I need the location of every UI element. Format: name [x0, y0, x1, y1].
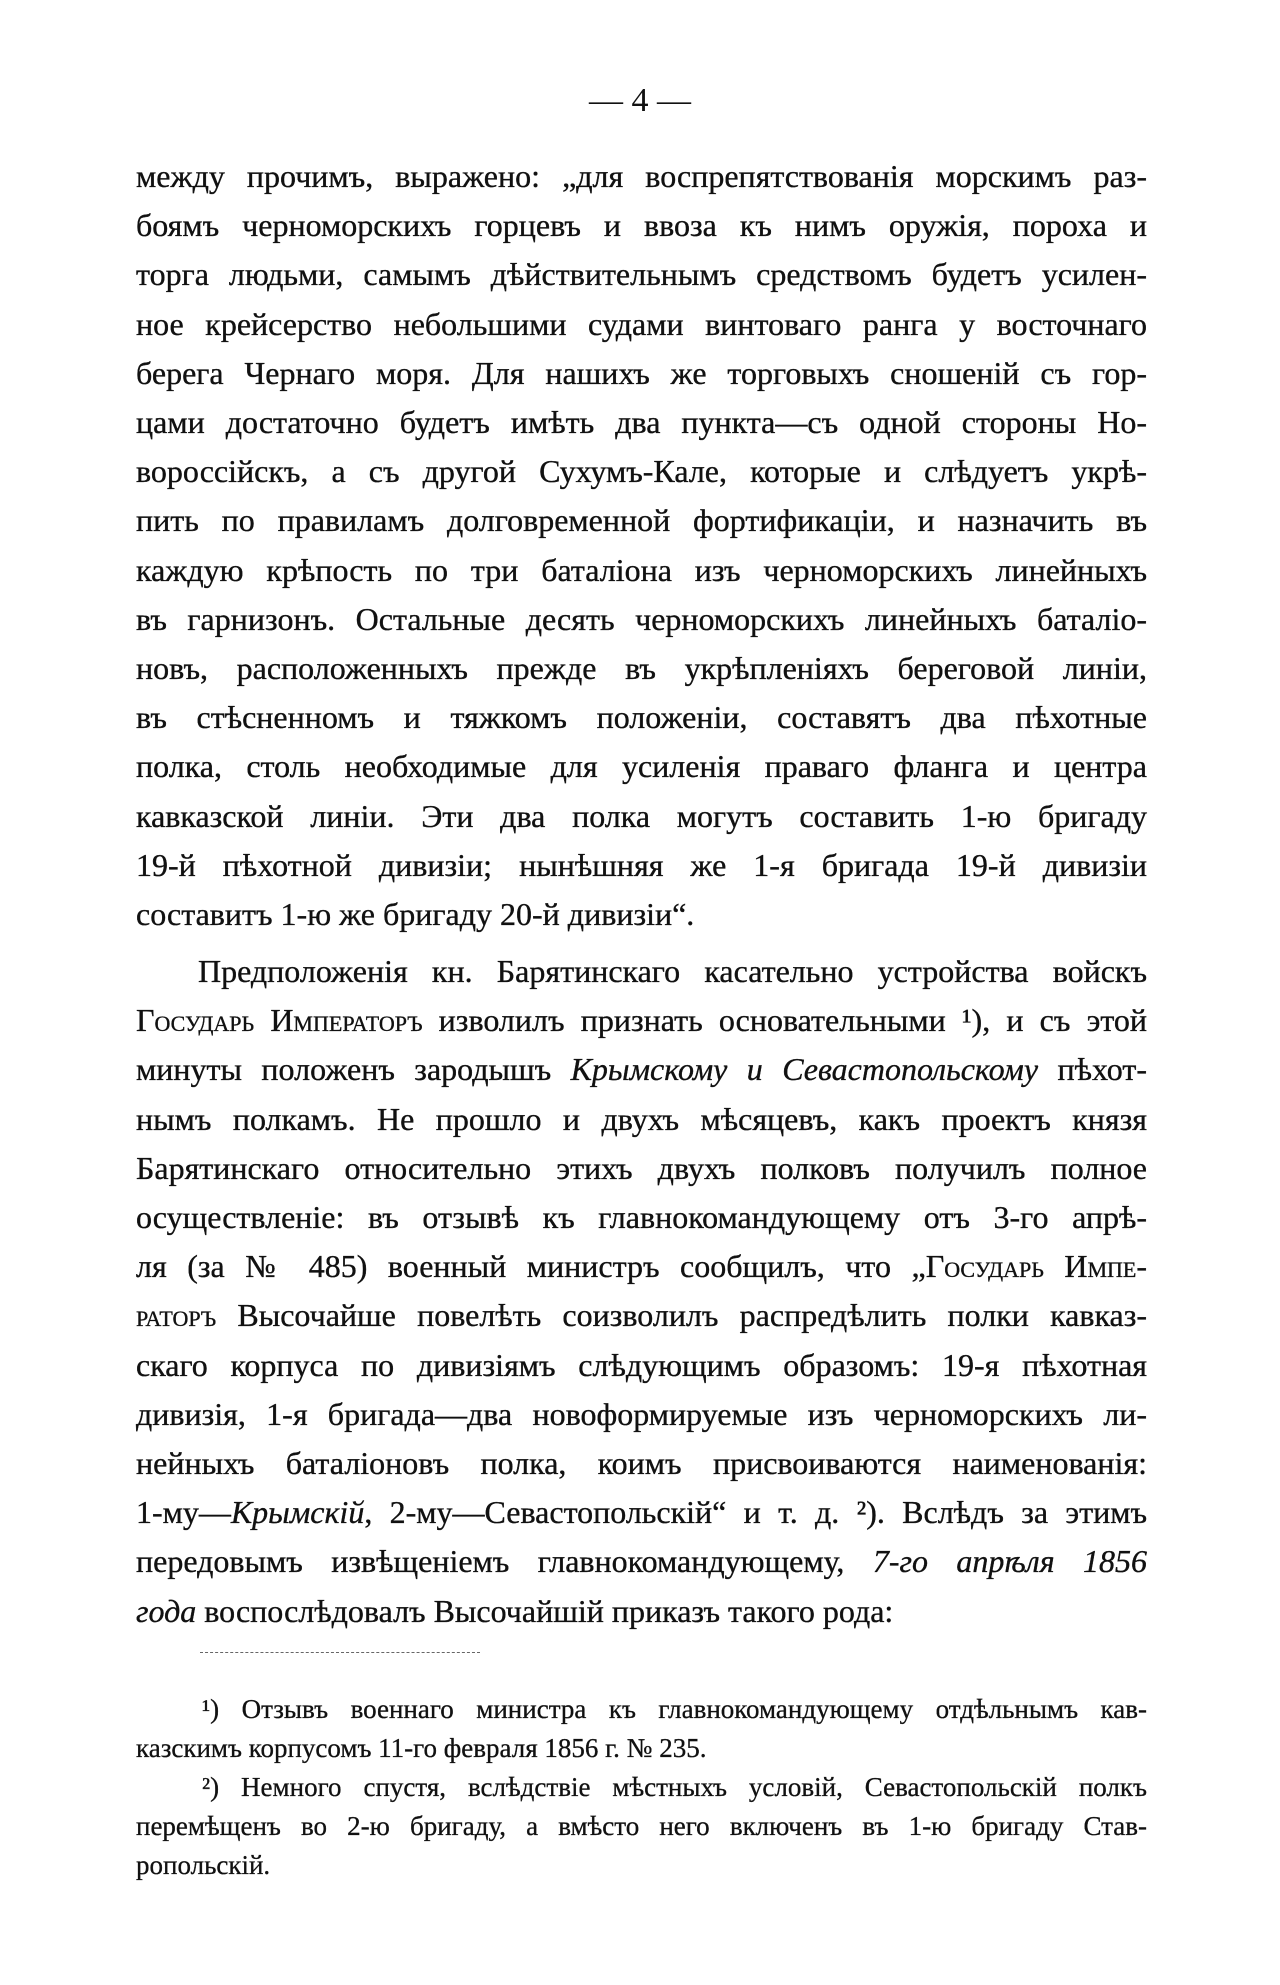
text-line	[136, 398, 1147, 447]
text-run: ²) Немного спустя, вслѣдствіе мѣстныхъ условій, Севастопольскій полкъ	[202, 1772, 1147, 1802]
text-run: ропольскій.	[136, 1850, 271, 1880]
text-run: перемѣщенъ во 2-ю бригаду, а вмѣсто него включенъ въ 1-ю бригаду Став-	[136, 1811, 1147, 1841]
text-line	[136, 996, 1147, 1045]
text-run: нымъ полкамъ. Не прошло и двухъ мѣсяцевъ, какъ проектъ князя	[136, 1100, 1147, 1137]
text-line	[136, 1193, 1147, 1242]
page-number: — 4 —	[589, 82, 691, 119]
footnotes	[136, 1690, 1147, 1885]
text-run: ля (за № 485) военный министръ сообщилъ, что „	[136, 1248, 926, 1285]
text-line	[136, 1768, 1147, 1807]
text-run: берега Чернаго моря. Для нашихъ же торговыхъ сношеній съ гор-	[136, 354, 1147, 391]
text-run: пить по правиламъ долговременной фортификаціи, и назначить въ	[136, 502, 1147, 539]
text-run: въ гарнизонъ. Остальные десять черноморскихъ линейныхъ баталіо-	[136, 600, 1147, 637]
text-line	[136, 644, 1147, 693]
text-line	[136, 250, 1147, 299]
text-run: дивизія, 1-я бригада—два новоформируемые изъ черноморскихъ ли-	[136, 1395, 1147, 1432]
text-line	[136, 1439, 1147, 1488]
text-line	[136, 693, 1147, 742]
text-run: полка, столь необходимые для усиленія праваго фланга и центра	[136, 748, 1147, 785]
text-run: ное крейсерство небольшими судами винтоваго ранга у восточнаго	[136, 305, 1147, 342]
text-run: вороссійскъ, а съ другой Сухумъ-Кале, которые и слѣдуетъ укрѣ-	[136, 453, 1147, 490]
text-run: въ стѣсненномъ и тяжкомъ положеніи, составятъ два пѣхотные	[136, 699, 1147, 736]
paragraph-1	[136, 152, 1147, 939]
text-line	[136, 349, 1147, 398]
italic-text: Крымскому и Севастопольскому	[570, 1051, 1039, 1088]
text-run: цами достаточно будетъ имѣть два пункта—съ одной стороны Но-	[136, 404, 1147, 441]
text-line	[136, 447, 1147, 496]
text-run: передовымъ извѣщеніемъ главнокомандующему,	[136, 1543, 873, 1580]
text-line	[136, 1537, 1147, 1586]
text-line	[136, 1488, 1147, 1537]
text-run: изволилъ признать основательными ¹), и съ этой	[422, 1002, 1148, 1039]
text-run: Барятинскаго относительно этихъ двухъ полковъ получилъ полное	[136, 1149, 1147, 1186]
italic-text: 7-го апрѣля 1856	[872, 1543, 1148, 1580]
text-line	[136, 742, 1147, 791]
text-run: 1-му—	[136, 1494, 231, 1531]
text-line	[136, 1690, 1147, 1729]
text-line	[136, 1291, 1147, 1340]
text-line	[136, 1095, 1147, 1144]
italic-text: года	[136, 1592, 197, 1629]
text-line	[136, 1846, 1147, 1885]
text-run: 19-й пѣхотной дивизіи; нынѣшняя же 1-я бригада 19-й дивизіи	[136, 846, 1147, 883]
text-line	[136, 1729, 1147, 1768]
text-line	[136, 1587, 1147, 1636]
text-run: составитъ 1-ю же бригаду 20-й дивизіи“.	[136, 896, 695, 933]
text-line	[136, 1807, 1147, 1846]
text-line	[136, 595, 1147, 644]
text-run: Высочайше повелѣть соизволилъ распредѣлить полки кавказ-	[216, 1297, 1147, 1334]
text-line	[136, 890, 1147, 939]
text-run: боямъ черноморскихъ горцевъ и ввоза къ нимъ оружія, пороха и	[136, 207, 1147, 244]
small-caps-text: раторъ	[136, 1297, 217, 1334]
footnote	[136, 1768, 1147, 1885]
text-line	[136, 496, 1147, 545]
text-line	[136, 1242, 1147, 1291]
text-run: Предположенія кн. Барятинскаго касательно устройства войскъ	[198, 953, 1147, 989]
paragraph-2	[136, 947, 1147, 1636]
small-caps-text: Государь Импе-	[925, 1248, 1148, 1285]
text-line	[136, 1144, 1147, 1193]
text-run: , 2-му—Севастопольскій“ и т. д. ²). Вслѣдъ за этимъ	[364, 1494, 1147, 1531]
text-run: ¹) Отзывъ военнаго министра къ главнокомандующему отдѣльнымъ кав-	[202, 1694, 1147, 1724]
text-line	[136, 1045, 1147, 1094]
text-run: минуты положенъ зародышъ	[136, 1051, 571, 1088]
text-line	[136, 546, 1147, 595]
footnote	[136, 1690, 1147, 1768]
text-run: казскимъ корпусомъ 11-го февраля 1856 г. № 235.	[136, 1733, 707, 1763]
text-line	[136, 1390, 1147, 1439]
text-line	[136, 300, 1147, 349]
text-run: кавказской линіи. Эти два полка могутъ составить 1-ю бригаду	[136, 797, 1147, 834]
text-line	[136, 1341, 1147, 1390]
text-run: торга людьми, самымъ дѣйствительнымъ средствомъ будетъ усилен-	[136, 256, 1147, 293]
small-caps-text: Государь Императоръ	[136, 1002, 423, 1039]
text-line	[136, 947, 1147, 996]
text-run: между прочимъ, выражено: „для воспрепятствованія морскимъ раз-	[136, 158, 1147, 194]
italic-text: Крымскій	[230, 1494, 365, 1531]
text-line	[136, 152, 1147, 201]
text-run: пѣхот-	[1038, 1051, 1148, 1088]
text-run: скаго корпуса по дивизіямъ слѣдующимъ образомъ: 19-я пѣхотная	[136, 1346, 1147, 1383]
text-run: новъ, расположенныхъ прежде въ укрѣпленіяхъ береговой линіи,	[136, 650, 1147, 687]
text-line	[136, 792, 1147, 841]
text-run: нейныхъ баталіоновъ полка, коимъ присвоиваются наименованія:	[136, 1445, 1147, 1482]
footnote-separator	[200, 1652, 480, 1653]
text-line	[136, 201, 1147, 250]
text-run: воспослѣдовалъ Высочайшій приказъ такого рода:	[196, 1592, 894, 1629]
text-run: осуществленіе: въ отзывѣ къ главнокомандующему отъ 3-го апрѣ-	[136, 1199, 1147, 1236]
text-line	[136, 841, 1147, 890]
text-run: каждую крѣпость по три баталіона изъ черноморскихъ линейныхъ	[136, 551, 1147, 588]
